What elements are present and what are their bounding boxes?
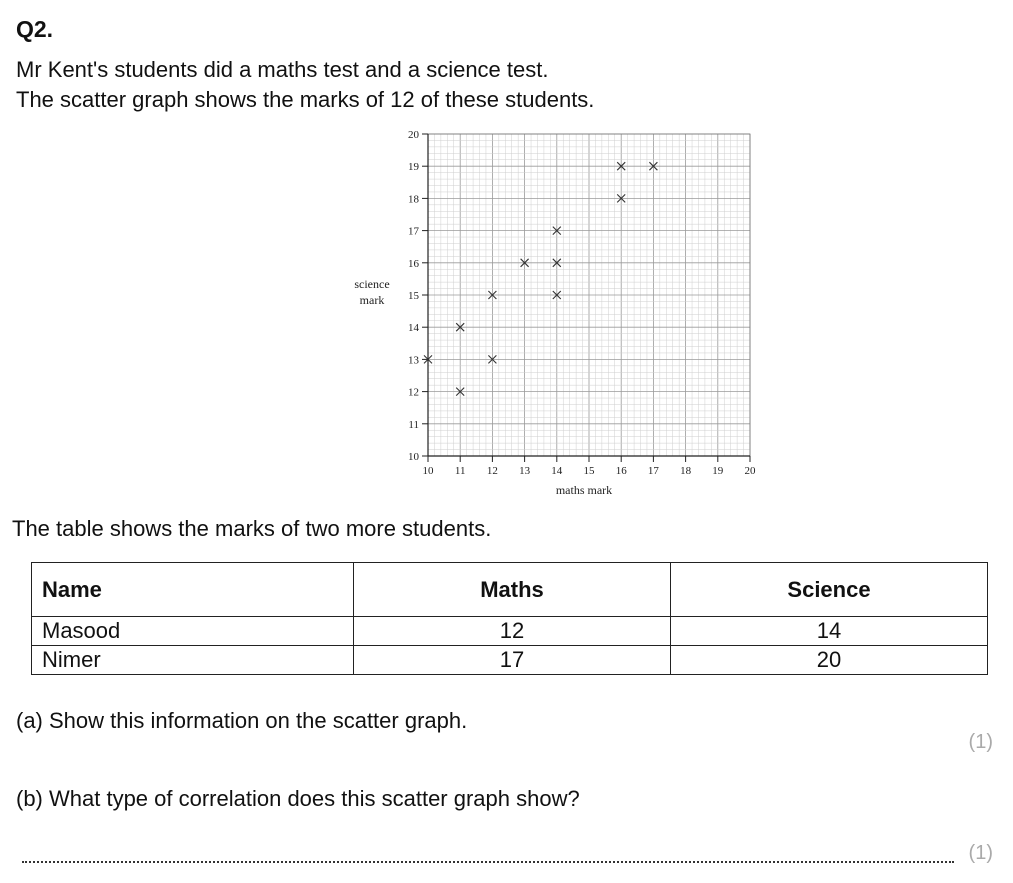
- x-tick-label: 12: [486, 465, 498, 477]
- x-tick-label: 10: [422, 465, 434, 477]
- scatter-graph[interactable]: [340, 124, 770, 506]
- y-tick-label: 12: [408, 386, 419, 399]
- y-tick-label: 13: [408, 354, 419, 367]
- table-header-row: [32, 563, 988, 617]
- x-tick-label: 15: [583, 465, 595, 477]
- x-tick-label: 19: [712, 465, 724, 477]
- y-tick-label: 15: [408, 290, 419, 302]
- cell-name: Nimer: [32, 646, 354, 675]
- y-tick-label: 18: [408, 193, 419, 206]
- y-tick-label: 14: [408, 322, 419, 335]
- header-name: Name: [32, 563, 354, 617]
- intro-line-1: Mr Kent's students did a maths test and a science test.: [16, 57, 549, 82]
- y-tick-label: 10: [408, 451, 419, 463]
- graph-grid: [428, 134, 750, 456]
- cell-maths: 17: [354, 646, 671, 675]
- answer-line-b[interactable]: [22, 861, 954, 863]
- cell-name: Masood: [32, 617, 354, 646]
- question-number: Q2.: [16, 16, 54, 42]
- y-tick-label: 19: [408, 161, 419, 174]
- marks-table: [31, 562, 988, 675]
- part-b-question: (b) What type of correlation does this scatter graph show?: [16, 786, 580, 811]
- x-tick-label: 17: [647, 465, 659, 477]
- x-tick-label: 16: [615, 465, 627, 477]
- y-axis-label-line-1: science: [354, 277, 390, 291]
- header-maths: Maths: [354, 563, 671, 617]
- cell-maths: 12: [354, 617, 671, 646]
- part-b-marks: (1): [968, 842, 993, 864]
- x-tick-label: 14: [551, 465, 563, 477]
- y-axis-label-line-2: mark: [359, 293, 385, 307]
- x-tick-label: 18: [680, 465, 692, 477]
- x-tick-label: 20: [744, 465, 756, 477]
- part-a-marks: (1): [968, 731, 993, 753]
- cell-science: 20: [671, 646, 988, 675]
- intro-line-2: The scatter graph shows the marks of 12 of these students.: [16, 87, 595, 112]
- x-tick-label: 13: [519, 465, 531, 477]
- graph-points: [424, 162, 657, 395]
- y-tick-label: 17: [408, 225, 419, 238]
- part-a-question: (a) Show this information on the scatter graph.: [16, 708, 468, 733]
- table-row: [32, 617, 988, 646]
- x-tick-label: 11: [454, 465, 466, 477]
- graph-axes: [422, 134, 750, 462]
- cell-science: 14: [671, 617, 988, 646]
- x-axis-label: maths mark: [555, 483, 613, 497]
- table-intro: The table shows the marks of two more students.: [12, 516, 492, 541]
- y-tick-label: 20: [408, 129, 419, 141]
- y-tick-label: 16: [408, 257, 419, 270]
- table-row: [32, 646, 988, 675]
- y-tick-label: 11: [408, 418, 419, 431]
- header-science: Science: [671, 563, 988, 617]
